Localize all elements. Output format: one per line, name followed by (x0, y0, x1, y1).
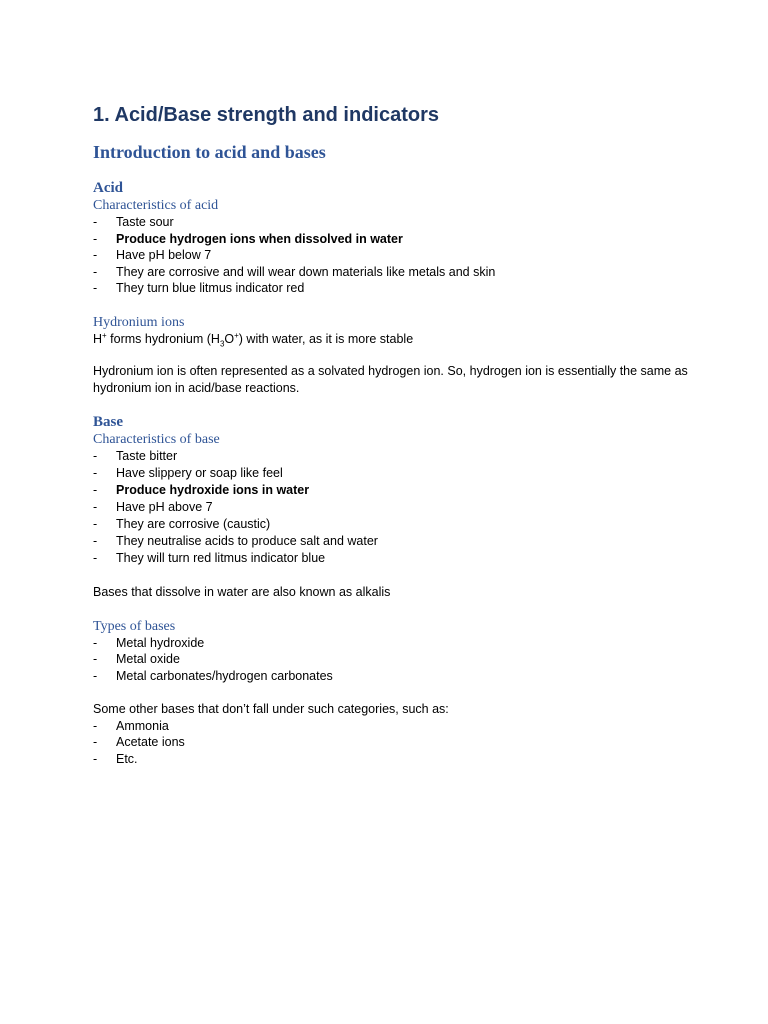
bullet-dash: - (93, 635, 98, 650)
types-of-bases-list (93, 635, 693, 685)
spacer (93, 347, 693, 363)
list-item-text: Have pH below 7 (116, 248, 212, 262)
list-item (93, 264, 693, 281)
page-title: 1. Acid/Base strength and indicators (93, 104, 440, 126)
spacer (93, 396, 693, 413)
bullet-dash: - (93, 652, 98, 666)
hydronium-paragraph: Hydronium ion is often represented as a solvated hydrogen ion. So, hydrogen ion is essentially the same as hydronium ion in acid/base reactions. (93, 364, 688, 395)
list-item-text: They neutralise acids to produce salt and water (116, 534, 378, 548)
acid-characteristics-heading: Characteristics of acid (93, 198, 219, 213)
document-content (93, 100, 693, 767)
bullet-dash: - (93, 281, 98, 295)
spacer (93, 297, 693, 314)
alkalis-paragraph: Bases that dissolve in water are also known as alkalis (93, 585, 391, 599)
list-item (93, 533, 693, 550)
formula-text: forms hydronium (H (106, 331, 220, 346)
charge-superscript: + (234, 330, 239, 340)
formula-text-end: ) with water, as it is more stable (238, 331, 414, 346)
bullet-dash: - (93, 735, 98, 749)
list-item (93, 734, 693, 751)
list-item-text: Metal carbonates/hydrogen carbonates (116, 668, 333, 683)
spacer (93, 684, 693, 701)
list-item (93, 465, 693, 482)
list-item (93, 499, 693, 516)
bullet-dash: - (93, 248, 98, 262)
list-item-text: Ammonia (116, 718, 169, 733)
list-item (93, 516, 693, 533)
list-item-text: Have pH above 7 (116, 500, 213, 514)
bullet-dash: - (93, 551, 98, 565)
list-item-text: Metal oxide (116, 652, 180, 666)
list-item-text: Etc. (116, 751, 138, 766)
list-item-text: Acetate ions (116, 735, 185, 749)
list-item-text: Have slippery or soap like feel (116, 466, 283, 480)
subscript-three: 3 (219, 339, 225, 348)
bullet-dash: - (93, 215, 98, 229)
bullet-dash: - (93, 668, 98, 683)
hydrogen-symbol: H (93, 331, 103, 346)
list-item-text: Taste sour (116, 215, 174, 229)
list-item (93, 635, 693, 652)
bullet-dash: - (93, 500, 98, 514)
spacer (93, 567, 693, 584)
intro-heading: Introduction to acid and bases (93, 142, 326, 162)
base-heading: Base (93, 414, 123, 430)
list-item (93, 280, 693, 297)
bullet-dash: - (93, 751, 98, 766)
hydronium-formula-line (93, 331, 693, 348)
list-item-text: Taste bitter (116, 449, 178, 463)
other-bases-paragraph: Some other bases that don’t fall under such categories, such as: (93, 702, 449, 716)
acid-heading: Acid (93, 180, 123, 196)
base-characteristics-heading: Characteristics of base (93, 432, 220, 447)
list-item-text: They are corrosive (caustic) (116, 517, 271, 531)
charge-superscript: + (102, 330, 107, 340)
hydronium-heading: Hydronium ions (93, 314, 185, 330)
bullet-dash: - (93, 534, 98, 548)
list-item (93, 448, 693, 465)
list-item (93, 651, 693, 668)
list-item (93, 231, 693, 248)
list-item (93, 214, 693, 231)
list-item (93, 247, 693, 264)
bullet-dash: - (93, 449, 98, 463)
bullet-dash: - (93, 264, 98, 279)
list-item (93, 550, 693, 567)
list-item (93, 482, 693, 499)
list-item-text-bold: Produce hydrogen ions when dissolved in water (116, 231, 403, 246)
bullet-dash: - (93, 517, 98, 531)
bullet-dash: - (93, 483, 98, 497)
list-item (93, 718, 693, 735)
list-item (93, 751, 693, 768)
list-item-text: Metal hydroxide (116, 635, 205, 650)
list-item-text-bold: Produce hydroxide ions in water (116, 483, 310, 497)
list-item-text: They will turn red litmus indicator blue (116, 551, 326, 565)
spacer (93, 601, 693, 618)
other-bases-list (93, 718, 693, 768)
list-item (93, 668, 693, 685)
acid-characteristics-list (93, 214, 693, 297)
types-of-bases-heading: Types of bases (93, 618, 176, 634)
list-item-text: They are corrosive and will wear down materials like metals and skin (116, 264, 496, 279)
list-item-text: They turn blue litmus indicator red (116, 281, 305, 295)
bullet-dash: - (93, 466, 98, 480)
bullet-dash: - (93, 231, 98, 246)
base-characteristics-list (93, 448, 693, 567)
oxygen-symbol: O (224, 331, 235, 346)
bullet-dash: - (93, 718, 98, 733)
